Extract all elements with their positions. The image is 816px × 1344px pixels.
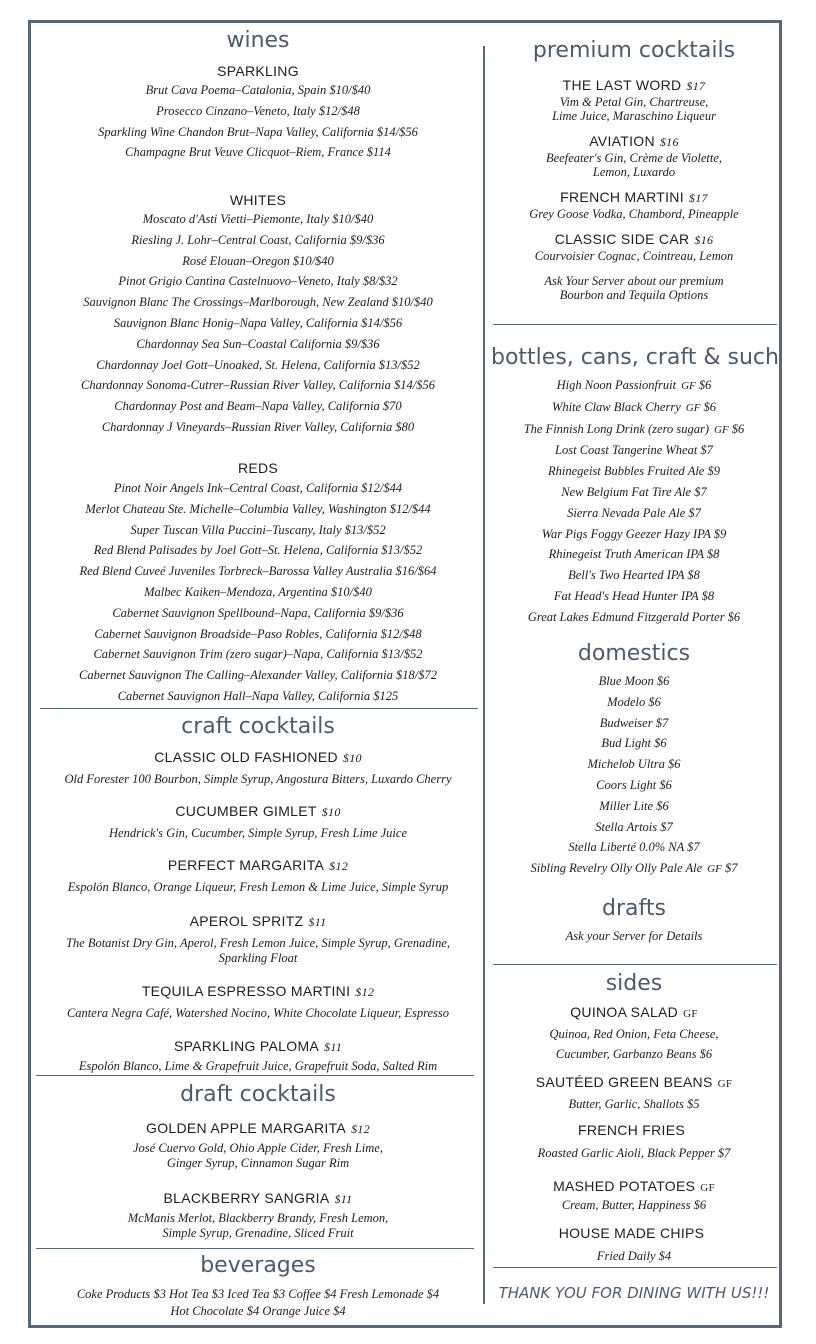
cocktail-item — [36, 1189, 480, 1241]
cocktail-description: Hendrick's Gin, Cucumber, Simple Syrup, Fresh Lime Juice — [109, 826, 407, 840]
list-item — [491, 858, 777, 880]
cocktail-description: Beefeater's Gin, Crème de Violette, — [546, 151, 722, 165]
cocktail-name: APEROL SPRITZ — [189, 913, 304, 929]
wine-item: Cabernet Sauvignon Spellbound–Napa, California $9/$36 — [112, 605, 404, 620]
premium-note — [491, 274, 777, 302]
side-name: MASHED POTATOES — [553, 1178, 696, 1194]
cocktail-price: $10 — [342, 751, 362, 765]
cocktail-price: $12 — [351, 1122, 370, 1136]
premium-note-line: Ask Your Server about our premium — [544, 274, 724, 288]
side-item — [491, 1177, 777, 1213]
list-item: Bell's Two Hearted IPA $8 — [568, 568, 700, 583]
list-item: Stella Liberté 0.0% NA $7 — [568, 840, 700, 855]
cocktail-name: TEQUILA ESPRESSO MARTINI — [141, 983, 351, 999]
wine-item: Pinot Noir Angels Ink–Central Coast, California $12/$44 — [113, 481, 403, 495]
side-description: Quinoa, Red Onion, Feta Cheese, — [549, 1027, 719, 1041]
item-price: $7 — [724, 861, 738, 876]
wine-item: Chardonnay Sea Sun–Coastal California $9/$36 — [136, 336, 380, 351]
wine-item: Brut Cava Poema–Catalonia, Spain $10/$40 — [145, 83, 371, 97]
cocktail-item — [36, 802, 480, 841]
cocktail-name: SPARKLING PALOMA — [173, 1038, 320, 1054]
cocktail-description: Ginger Syrup, Cinnamon Sugar Rim — [166, 1156, 350, 1170]
cocktail-item — [36, 1119, 480, 1171]
cocktail-item — [36, 982, 480, 1021]
item-text: White Claw Black Cherry — [551, 399, 681, 414]
cocktail-price: $11 — [324, 1040, 343, 1054]
wine-item: Cabernet Sauvignon The Calling–Alexander Valley, California $18/$72 — [79, 668, 437, 683]
beverages-line: Coke Products $3 Hot Tea $3 Iced Tea $3 Coffee $4 Fresh Lemonade $4 — [76, 1287, 440, 1301]
cocktail-item — [36, 912, 480, 966]
side-item — [491, 1003, 777, 1064]
wine-item: Moscato d'Asti Vietti–Piemonte, Italy $10/$40 — [142, 212, 374, 226]
cocktail-description: Simple Syrup, Grenadine, Sliced Fruit — [162, 1226, 354, 1240]
cocktail-price: $11 — [308, 915, 327, 929]
list-item: Stella Artois $7 — [595, 819, 673, 834]
whites-heading: WHITES — [229, 192, 287, 208]
list-item: War Pigs Foggy Geezer Hazy IPA $9 — [541, 526, 727, 541]
item-price: $6 — [731, 421, 745, 436]
cocktail-name: CLASSIC SIDE CAR — [554, 231, 690, 247]
whites-list — [36, 209, 480, 438]
wine-item: Rosé Elouan–Oregon $10/$40 — [182, 253, 334, 268]
cocktail-price: $17 — [686, 79, 706, 93]
side-description: Roasted Garlic Aioli, Black Pepper $7 — [537, 1146, 731, 1160]
gf-badge: GF — [683, 1008, 698, 1020]
reds-list — [36, 478, 480, 707]
cocktail-name: BLACKBERRY SANGRIA — [163, 1190, 330, 1206]
gf-badge: GF — [685, 401, 701, 414]
wines-section — [36, 0, 480, 1344]
item-text: Sibling Revelry Olly Olly Pale Ale — [530, 861, 703, 876]
wine-item: Riesling J. Lohr–Central Coast, California $9/$36 — [131, 232, 385, 247]
list-item: Modelo $6 — [607, 694, 661, 709]
cocktail-description: Old Forester 100 Bourbon, Simple Syrup, Angostura Bitters, Luxardo Cherry — [64, 772, 452, 786]
wine-item: Sparkling Wine Chandon Brut–Napa Valley, California $14/$56 — [98, 124, 418, 139]
draft-cocktails-title: draft cocktails — [180, 1082, 336, 1107]
side-description: Cucumber, Garbanzo Beans $6 — [555, 1047, 713, 1061]
list-item: Blue Moon $6 — [598, 674, 670, 688]
cocktail-price: $16 — [694, 233, 714, 247]
wines-title: wines — [226, 28, 290, 53]
list-item: Michelob Ultra $6 — [587, 757, 681, 772]
side-name: SAUTÉED GREEN BEANS — [535, 1074, 713, 1090]
wine-item: Malbec Kaiken–Mendoza, Argentina $10/$40 — [144, 584, 372, 599]
list-item: Sierra Nevada Pale Ale $7 — [567, 505, 701, 520]
cocktail-description: Espolón Blanco, Orange Liqueur, Fresh Lemon & Lime Juice, Simple Syrup — [67, 880, 449, 894]
sides-title: sides — [605, 971, 663, 996]
cocktail-name: THE LAST WORD — [562, 77, 682, 93]
cocktail-price: $12 — [355, 985, 375, 999]
side-name: QUINOA SALAD — [570, 1004, 679, 1020]
cocktail-description: Lemon, Luxardo — [592, 165, 676, 179]
item-price: $6 — [698, 378, 712, 392]
side-item — [491, 1073, 777, 1114]
wine-item: Chardonnay Sonoma-Cutrer–Russian River Valley, California $14/$56 — [81, 378, 435, 393]
wine-item: Champagne Brut Veuve Clicquot–Riem, France $114 — [125, 145, 391, 160]
bottles-title: bottles, cans, craft & such — [491, 345, 779, 370]
cocktail-description: Grey Goose Vodka, Chambord, Pineapple — [529, 207, 739, 221]
list-item: Coors Light $6 — [596, 777, 672, 792]
list-item: Rhinegeist Truth American IPA $8 — [548, 547, 720, 562]
cocktail-name: CUCUMBER GIMLET — [175, 803, 317, 819]
premium-cocktails-title: premium cocktails — [532, 38, 736, 63]
item-price: $6 — [703, 399, 717, 414]
cocktail-price: $17 — [688, 191, 708, 205]
gf-badge: GF — [707, 863, 722, 876]
list-item: Great Lakes Edmund Fitzgerald Porter $6 — [527, 609, 741, 624]
cocktail-description: The Botanist Dry Gin, Aperol, Fresh Lemon Juice, Simple Syrup, Grenadine, — [65, 936, 451, 950]
cocktail-price: $10 — [321, 805, 341, 819]
list-item: Lost Coast Tangerine Wheat $7 — [555, 443, 713, 458]
cocktail-name: CLASSIC OLD FASHIONED — [154, 749, 338, 765]
side-description: Cream, Butter, Happiness $6 — [561, 1198, 707, 1212]
drafts-note: Ask your Server for Details — [565, 929, 703, 943]
cocktail-item — [36, 1037, 480, 1074]
cocktail-name: PERFECT MARGARITA — [167, 857, 325, 873]
list-item: New Belgium Fat Tire Ale $7 — [561, 484, 707, 499]
list-item: Rhinegeist Bubbles Fruited Ale $9 — [548, 464, 720, 479]
cocktail-description: Sparkling Float — [218, 951, 298, 965]
cocktail-price: $16 — [659, 135, 679, 149]
thank-you-message: THANK YOU FOR DINING WITH US!!! — [498, 1284, 770, 1302]
wine-item: Chardonnay Joel Gott–Unoaked, St. Helena, California $13/$52 — [96, 357, 420, 372]
gf-badge: GF — [714, 423, 729, 436]
list-item: Miller Lite $6 — [599, 798, 669, 813]
wine-item: Pinot Grigio Cantina Castelnuovo–Veneto, Italy $8/$32 — [118, 274, 398, 289]
reds-heading: REDS — [237, 460, 279, 476]
gf-badge: GF — [700, 1182, 715, 1194]
gf-badge: GF — [717, 1078, 733, 1090]
item-text: High Noon Passionfruit — [556, 378, 677, 392]
bottles-list — [491, 375, 777, 628]
cocktail-description: José Cuervo Gold, Ohio Apple Cider, Fresh Lime, — [133, 1141, 383, 1155]
cocktail-item — [491, 188, 777, 221]
wine-item: Sauvignon Blanc The Crossings–Marlborough, New Zealand $10/$40 — [83, 295, 433, 310]
cocktail-name: FRENCH MARTINI — [560, 189, 684, 205]
cocktail-description: McManis Merlot, Blackberry Brandy, Fresh Lemon, — [127, 1211, 389, 1225]
craft-cocktails-title: craft cocktails — [181, 714, 335, 739]
wine-item: Cabernet Sauvignon Hall–Napa Valley, California $125 — [117, 688, 399, 703]
list-item: Fat Head's Head Hunter IPA $8 — [553, 588, 715, 603]
wine-item: Cabernet Sauvignon Trim (zero sugar)–Napa, California $13/$52 — [93, 647, 423, 662]
cocktail-price: $12 — [329, 859, 349, 873]
cocktail-item — [491, 230, 777, 263]
side-name: HOUSE MADE CHIPS — [558, 1225, 705, 1241]
cocktail-description: Cantera Negra Café, Watershed Nocino, White Chocolate Liqueur, Espresso — [66, 1006, 450, 1020]
domestics-list — [491, 671, 777, 880]
wine-item: Red Blend Cuveé Juveniles Torbreck–Barossa Valley Australia $16/$64 — [79, 564, 437, 579]
cocktail-description: Espolón Blanco, Lime & Grapefruit Juice, Grapefruit Soda, Salted Rim — [78, 1059, 438, 1073]
wine-item: Chardonnay Post and Beam–Napa Valley, California $70 — [114, 399, 402, 414]
cocktail-description: Courvoisier Cognac, Cointreau, Lemon — [534, 249, 734, 263]
premium-note-line: Bourbon and Tequila Options — [559, 288, 709, 302]
list-item — [491, 397, 777, 419]
side-description: Fried Daily $4 — [596, 1249, 672, 1263]
list-item: Budweiser $7 — [599, 715, 669, 730]
cocktail-price: $11 — [334, 1192, 353, 1206]
side-description: Butter, Garlic, Shallots $5 — [568, 1097, 700, 1111]
sparkling-heading: SPARKLING — [217, 63, 299, 79]
wine-item: Merlot Chateau Ste. Michelle–Columbia Valley, Washington $12/$44 — [85, 501, 431, 516]
side-item — [491, 1121, 777, 1163]
domestics-title: domestics — [577, 641, 691, 666]
wine-item: Prosecco Cinzano–Veneto, Italy $12/$48 — [156, 103, 360, 118]
wine-item: Sauvignon Blanc Honig–Napa Valley, California $14/$56 — [113, 315, 403, 330]
gf-badge: GF — [681, 380, 696, 392]
cocktail-item — [36, 856, 480, 895]
beverages-title: beverages — [200, 1253, 316, 1278]
cocktail-name: AVIATION — [589, 133, 655, 149]
cocktail-item — [491, 132, 777, 179]
drafts-title: drafts — [602, 896, 666, 921]
beverages-line: Hot Chocolate $4 Orange Juice $4 — [170, 1304, 346, 1318]
wine-item: Red Blend Palisades by Joel Gott–St. Helena, California $13/$52 — [93, 543, 423, 558]
cocktail-description: Lime Juice, Maraschino Liqueur — [552, 109, 716, 123]
list-item — [491, 375, 777, 397]
cocktail-item — [491, 76, 777, 123]
cocktail-name: GOLDEN APPLE MARGARITA — [146, 1120, 347, 1136]
column-divider — [483, 46, 485, 1304]
side-name: FRENCH FRIES — [577, 1122, 686, 1138]
wine-item: Cabernet Sauvignon Broadside–Paso Robles, California $12/$48 — [94, 626, 422, 641]
right-column — [491, 0, 777, 1344]
cocktail-item — [36, 748, 480, 787]
wine-item: Chardonnay J Vineyards–Russian River Valley, California $80 — [101, 419, 415, 434]
cocktail-description: Vim & Petal Gin, Chartreuse, — [559, 95, 709, 109]
wine-item: Super Tuscan Villa Puccini–Tuscany, Italy $13/$52 — [130, 522, 386, 537]
list-item: Bud Light $6 — [601, 736, 667, 751]
side-item — [491, 1224, 777, 1266]
item-text: The Finnish Long Drink (zero sugar) — [523, 421, 709, 436]
sparkling-list — [36, 80, 480, 163]
list-item — [491, 419, 777, 441]
beverages-list — [36, 1286, 480, 1320]
